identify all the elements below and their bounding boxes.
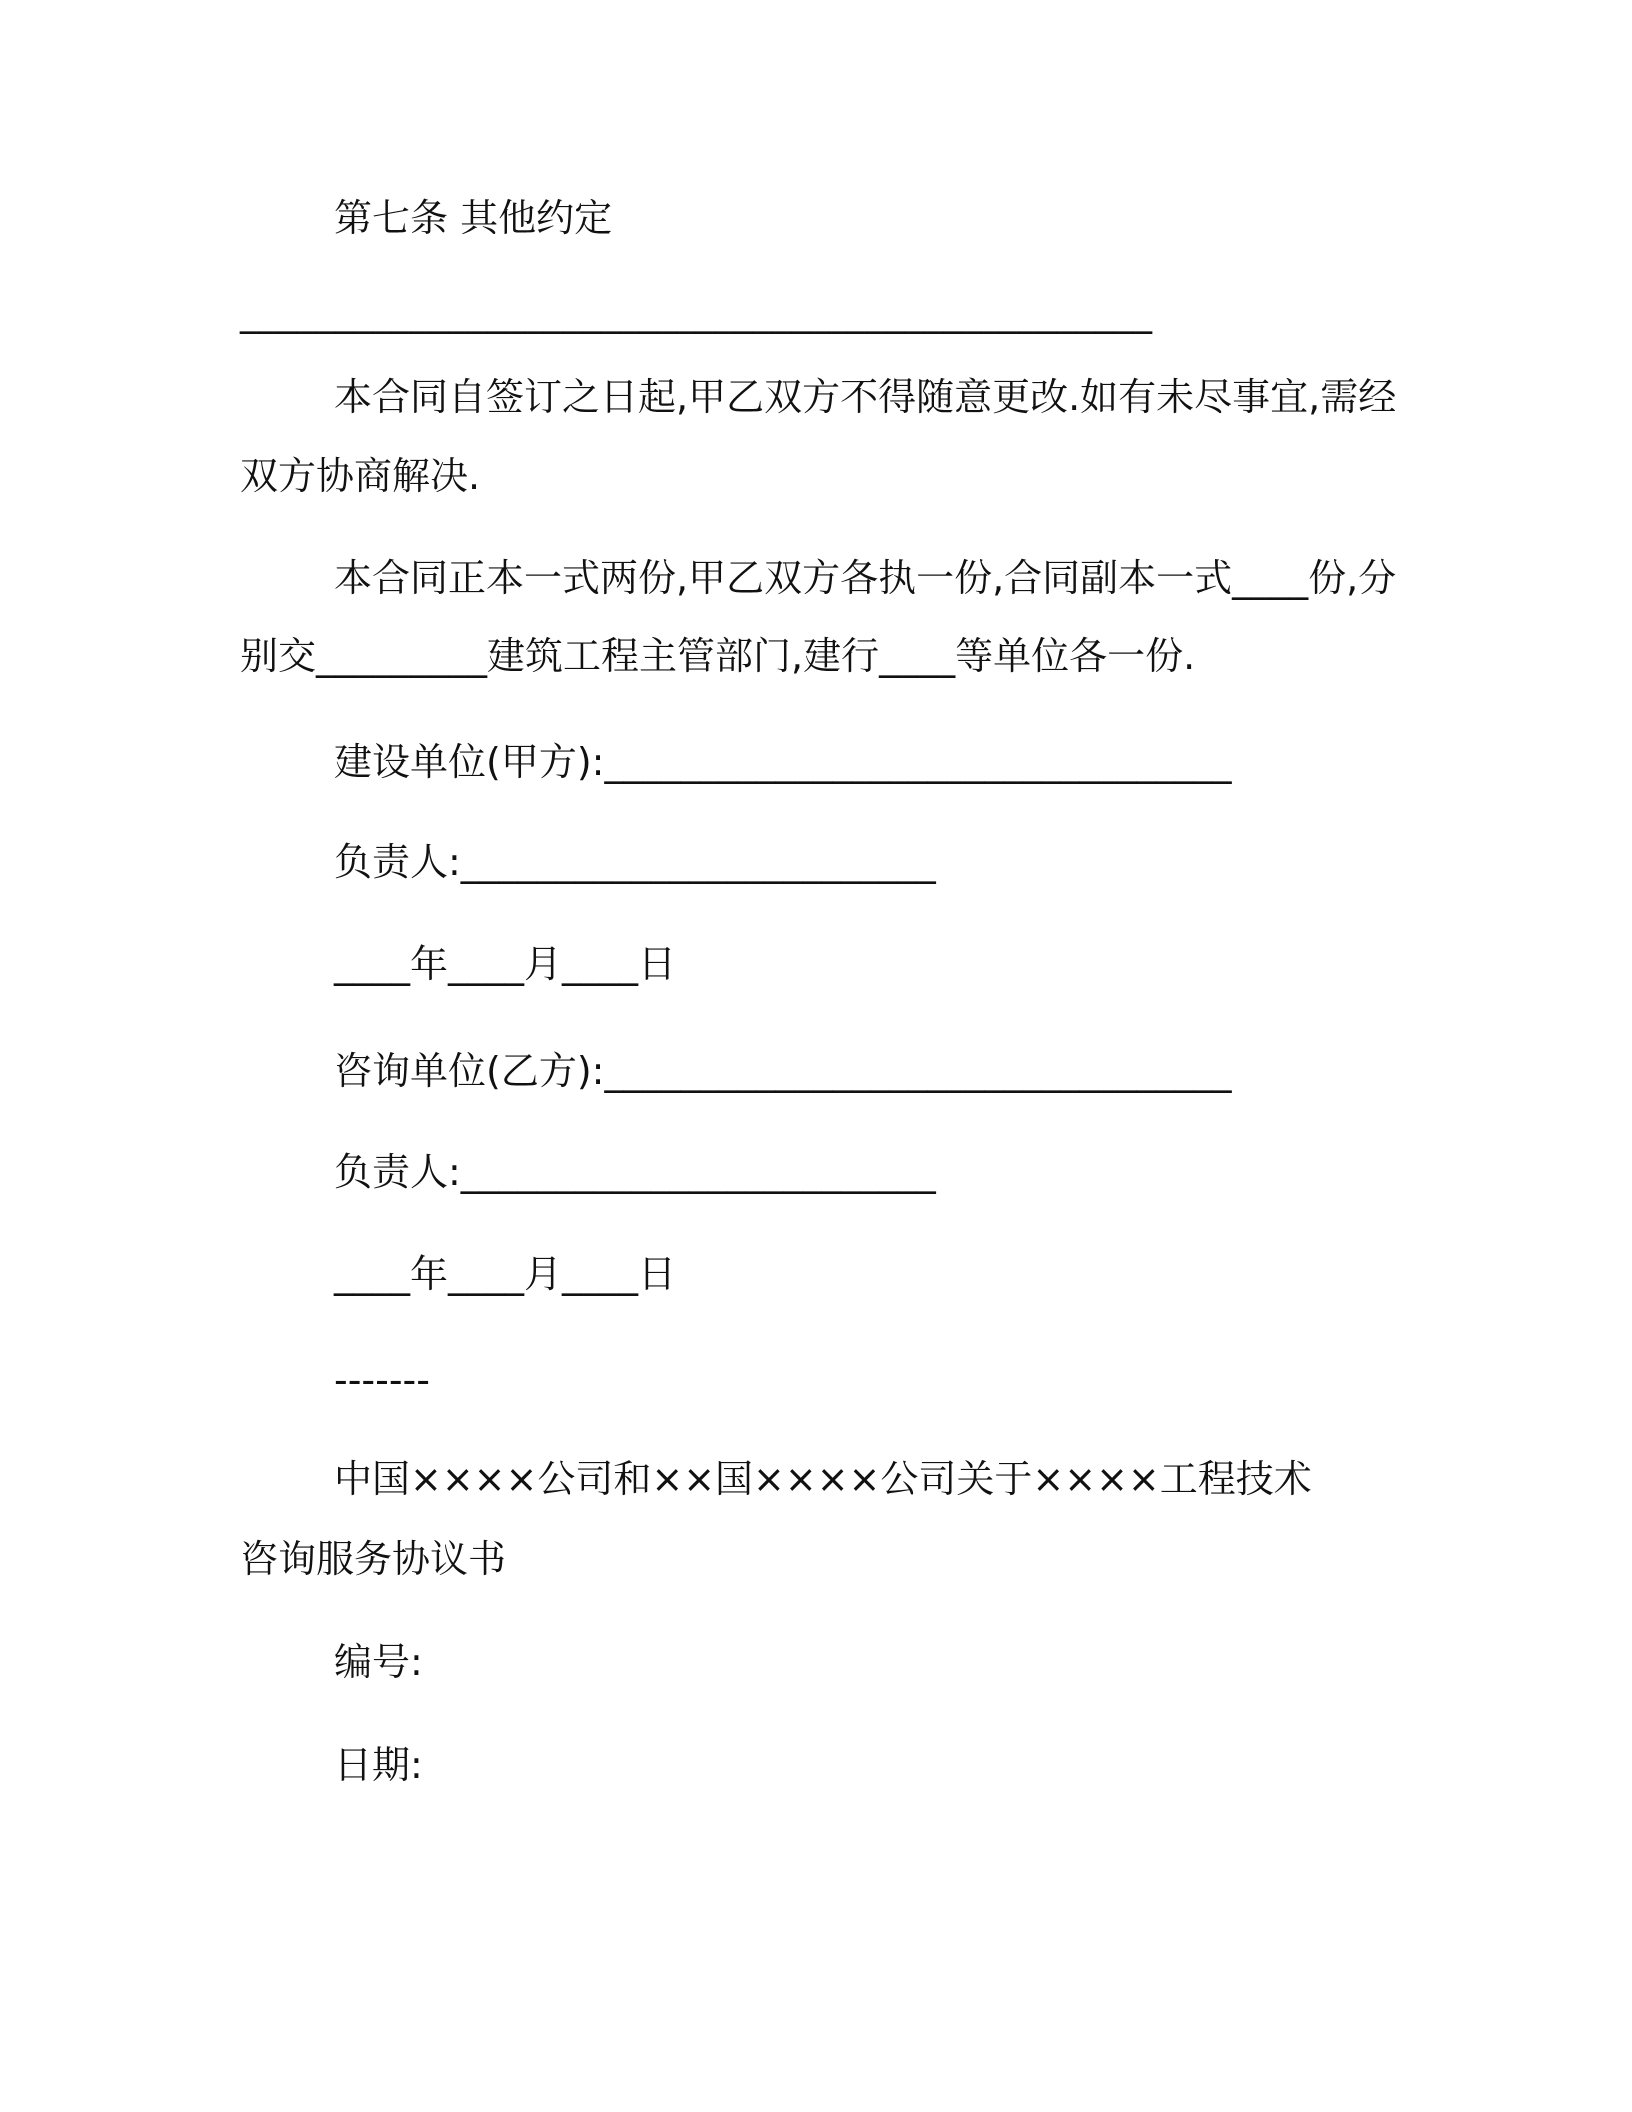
party-a-person: 负责人:_________________________: [334, 840, 936, 884]
party-b-person: 负责人:_________________________: [334, 1150, 936, 1194]
party-a-unit: 建设单位(甲方):_________________________________: [334, 740, 1232, 784]
separator-dashes: -------: [334, 1358, 430, 1402]
party-b-date: ____年____月____日: [334, 1252, 677, 1296]
paragraph-1-line-1: 本合同自签订之日起,甲乙双方不得随意更改.如有未尽事宜,需经: [334, 375, 1397, 419]
paragraph-1-line-2: 双方协商解决.: [240, 454, 481, 498]
party-a-date: ____年____月____日: [334, 942, 677, 986]
party-b-unit: 咨询单位(乙方):_________________________________: [334, 1049, 1232, 1093]
agreement-title-line-1: 中国××××公司和××国××××公司关于××××工程技术: [334, 1457, 1312, 1501]
paragraph-2-line-1: 本合同正本一式两份,甲乙双方各执一份,合同副本一式____份,分: [334, 556, 1397, 600]
paragraph-2-line-2: 别交_________建筑工程主管部门,建行____等单位各一份.: [240, 634, 1196, 678]
number-label: 编号:: [334, 1640, 423, 1684]
date-label: 日期:: [334, 1743, 423, 1787]
agreement-title-line-2: 咨询服务协议书: [240, 1537, 507, 1581]
blank-fill-line: ________________________________________________: [240, 290, 1152, 334]
article-heading: 第七条 其他约定: [334, 196, 613, 240]
